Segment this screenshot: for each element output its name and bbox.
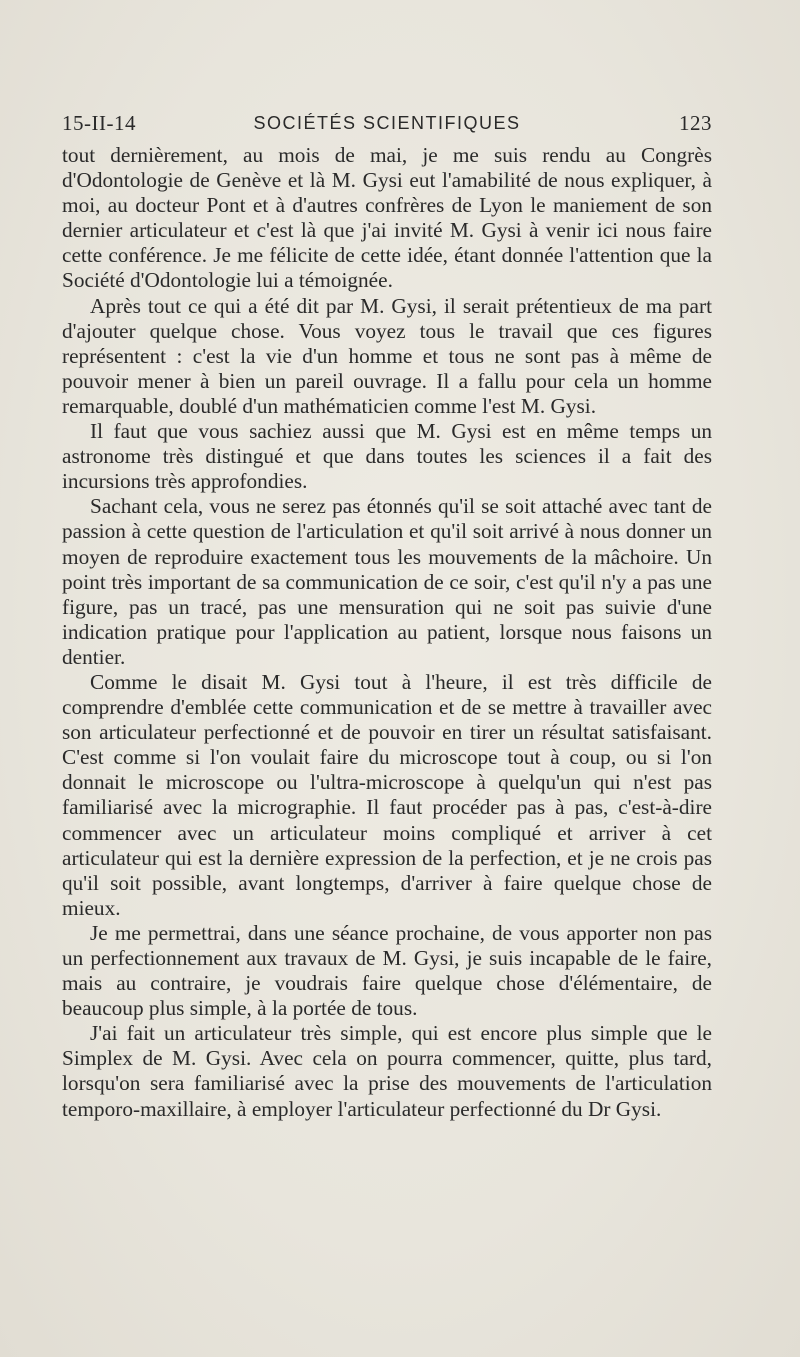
header-title: SOCIÉTÉS SCIENTIFIQUES <box>253 113 521 133</box>
paragraph: Il faut que vous sachiez aussi que M. Gysi est en même temps un astronome très distingué et que dans toutes les sciences il a fait des incursions très approfondies. <box>62 419 712 494</box>
header-date: 15-II-14 <box>62 111 136 135</box>
paragraph: J'ai fait un articulateur très simple, qui est encore plus simple que le Simplex de M. Gysi. Avec cela on pourra commencer, quitte, plus tard, lorsqu'on sera familiarisé avec la prise des mouvements de l'articulation temporo-maxillaire, à employer l'articulateur perfectionné du Dr Gysi. <box>62 1021 712 1121</box>
paragraph: Je me permettrai, dans une séance prochaine, de vous apporter non pas un perfectionnement aux travaux de M. Gysi, je suis incapable de le faire, mais au contraire, je voudrais faire quelque chose d'élémentaire, de beaucoup plus simple, à la portée de tous. <box>62 920 712 1021</box>
paragraph: tout dernièrement, au mois de mai, je me suis rendu au Congrès d'Odontologie de Genève et là M. Gysi eut l'amabilité de nous expliquer, à moi, au docteur Pont et à d'autres confrères de Lyon le maniement de son dernier articulateur et c'est là que j'ai invité M. Gysi à venir ici nous faire cette conférence. Je me félicite de cette idée, étant donnée l'attention que la Société d'Odontologie lui a témoignée. <box>62 143 712 293</box>
page-number: 123 <box>679 111 712 135</box>
running-head <box>62 108 712 138</box>
paragraph: Après tout ce qui a été dit par M. Gysi, il serait prétentieux de ma part d'ajouter quelque chose. Vous voyez tous le travail que ces figures représentent : c'est la vie d'un homme et tous ne sont pas à même de pouvoir mener à bien un pareil ouvrage. Il a fallu pour cela un homme remarquable, doublé d'un mathématicien comme l'est M. Gysi. <box>62 293 712 418</box>
paragraph: Sachant cela, vous ne serez pas étonnés qu'il se soit attaché avec tant de passion à cette question de l'articulation et qu'il soit arrivé à nous donner un moyen de reproduire exactement tous les mouvements de la mâchoire. Un point très important de sa communication de ce soir, c'est qu'il n'y a pas une figure, pas un tracé, pas une mensuration qui ne soit pas suivie d'une indication pratique pour l'application au patient, lorsque nous faisons un dentier. <box>62 494 712 669</box>
body-text <box>62 143 712 1122</box>
paragraph: Comme le disait M. Gysi tout à l'heure, il est très difficile de comprendre d'emblée cette communication et de se mettre à travailler avec son articulateur perfectionné et de pouvoir en tirer un résultat satisfaisant. C'est comme si l'on voulait faire du microscope tout à coup, ou si l'on donnait le microscope ou l'ultra-microscope à quelqu'un qui n'est pas familiarisé avec la micrographie. Il faut procéder pas à pas, c'est-à-dire commencer avec un articulateur moins compliqué et arriver à cet articulateur qui est la dernière expression de la perfection, et je ne crois pas qu'il soit possible, avant longtemps, d'arriver à faire quelque chose de mieux. <box>62 669 712 920</box>
